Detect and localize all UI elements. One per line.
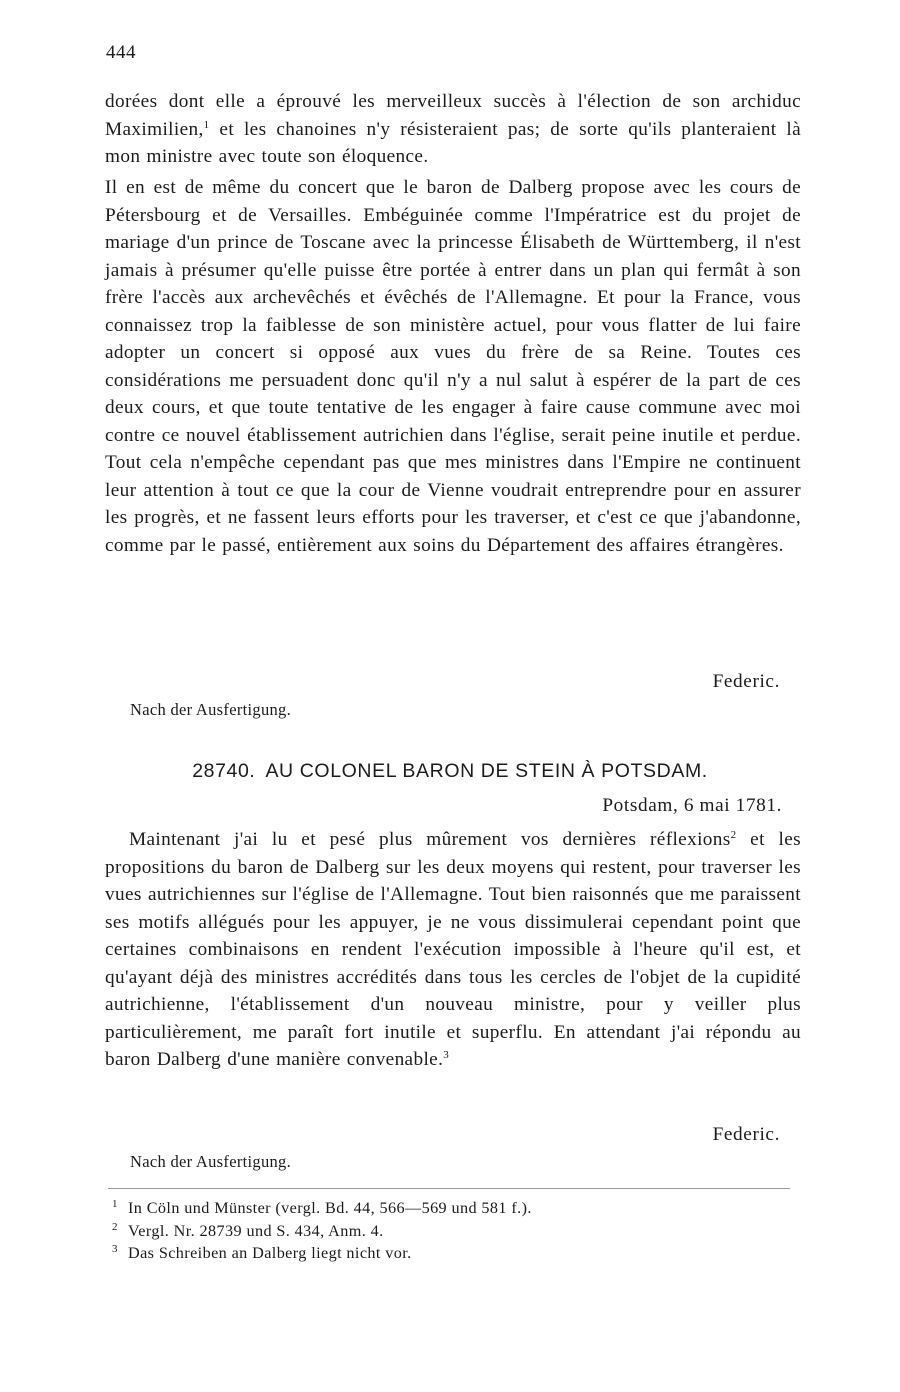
letter1-paragraph-1-text: dorées dont elle a éprouvé les merveilleux succès à l'élection de son archiduc Maximilien, bbox=[105, 91, 801, 140]
footnotes bbox=[112, 1197, 752, 1265]
letter2-source-note: Nach der Ausfertigung. bbox=[130, 1152, 292, 1171]
letter1-signature: Federic. bbox=[712, 671, 780, 692]
letter2-signature: Federic. bbox=[712, 1124, 780, 1145]
letter2-title: AU COLONEL BARON DE STEIN À POTSDAM. bbox=[265, 760, 708, 782]
footnote-divider bbox=[108, 1188, 790, 1189]
footnote-ref-2: 2 bbox=[730, 829, 737, 841]
footnote-1: 1 In Cöln und Münster (vergl. Bd. 44, 566—569 und 581 f.). bbox=[112, 1198, 532, 1217]
footnote-2: 2 Vergl. Nr. 28739 und S. 434, Anm. 4. bbox=[112, 1220, 384, 1240]
letter2-paragraph bbox=[105, 826, 801, 1074]
letter2-number: 28740. bbox=[192, 760, 256, 782]
letter2-paragraph-text-b: et les propositions du baron de Dalberg sur les deux moyens qui restent, pour traverser les vues autrichiennes sur l'église de l'Allemagne. Tout bien raisonnés que me paraissent ses motifs allégués pour les appuyer, je ne vous dissimulerai cependant point que certaines combinaisons en rendent l'exécution impossible à l'heure qu'il est, et qu'ayant déjà des ministres accrédités dans tous les cercles de l'objet de la cupidité autrichienne, l'établissement d'un nouveau ministre, pour y veiller plus particulièrement, me paraît fort inutile et superflu. En attendant j'ai répondu au baron Dalberg d'une manière convenable. bbox=[105, 829, 801, 1070]
page-number: 444 bbox=[106, 42, 136, 63]
footnote-2-text: Vergl. Nr. 28739 und S. 434, Anm. 4. bbox=[128, 1221, 384, 1240]
footnote-ref-1: 1 bbox=[203, 118, 210, 131]
letter2-dateline: Potsdam, 6 mai 1781. bbox=[602, 795, 782, 816]
footnote-1-text: In Cöln und Münster (vergl. Bd. 44, 566—569 und 581 f.). bbox=[128, 1199, 532, 1217]
letter1-paragraph-1 bbox=[105, 88, 801, 171]
letter2-paragraph-text-a: Maintenant j'ai lu et pesé plus mûrement vos dernières réflexions bbox=[129, 829, 731, 850]
letter1-source-note: Nach der Ausfertigung. bbox=[130, 700, 292, 719]
letter1-paragraph-1-rest: et les chanoines n'y résisteraient pas; de sorte qu'ils planteraient là mon ministre avec toute son éloquence. bbox=[105, 118, 801, 167]
footnote-3: 3 Das Schreiben an Dalberg liegt nicht vor. bbox=[112, 1243, 412, 1262]
letter2-heading bbox=[0, 760, 900, 783]
letter1-paragraph-2: Il en est de même du concert que le baron de Dalberg propose avec les cours de Pétersbourg et de Versailles. Embéguinée comme l'Impératrice est du projet de mariage d'un prince de Toscane avec la princesse Élisabeth de Württemberg, il n'est jamais à présumer qu'elle puisse être portée à entrer dans un plan qui fermât à son frère l'accès aux archevêchés et évêchés de l'Allemagne. Et pour la France, vous connaissez trop la faiblesse de son ministère actuel, pour vous flatter de lui faire adopter un concert si opposé aux vues du frère de sa Reine. Toutes ces considérations me persuadent donc qu'il n'y a nul salut à espérer de la part de ces deux cours, et que toute tentative de les engager à faire cause commune avec moi contre ce nouvel établissement autrichien dans l'église, serait peine inutile et perdue. Tout cela n'empêche cependant pas que mes ministres dans l'Empire ne continuent leur attention à tout ce que la cour de Vienne voudrait entreprendre pour en assurer les progrès, et ne fassent leurs efforts pour les traverser, et c'est ce que j'abandonne, comme par le passé, entièrement aux soins du Département des affaires étrangères. bbox=[105, 177, 801, 556]
footnote-3-text: Das Schreiben an Dalberg liegt nicht vor. bbox=[128, 1244, 412, 1262]
footnote-ref-3: 3 bbox=[443, 1049, 450, 1061]
